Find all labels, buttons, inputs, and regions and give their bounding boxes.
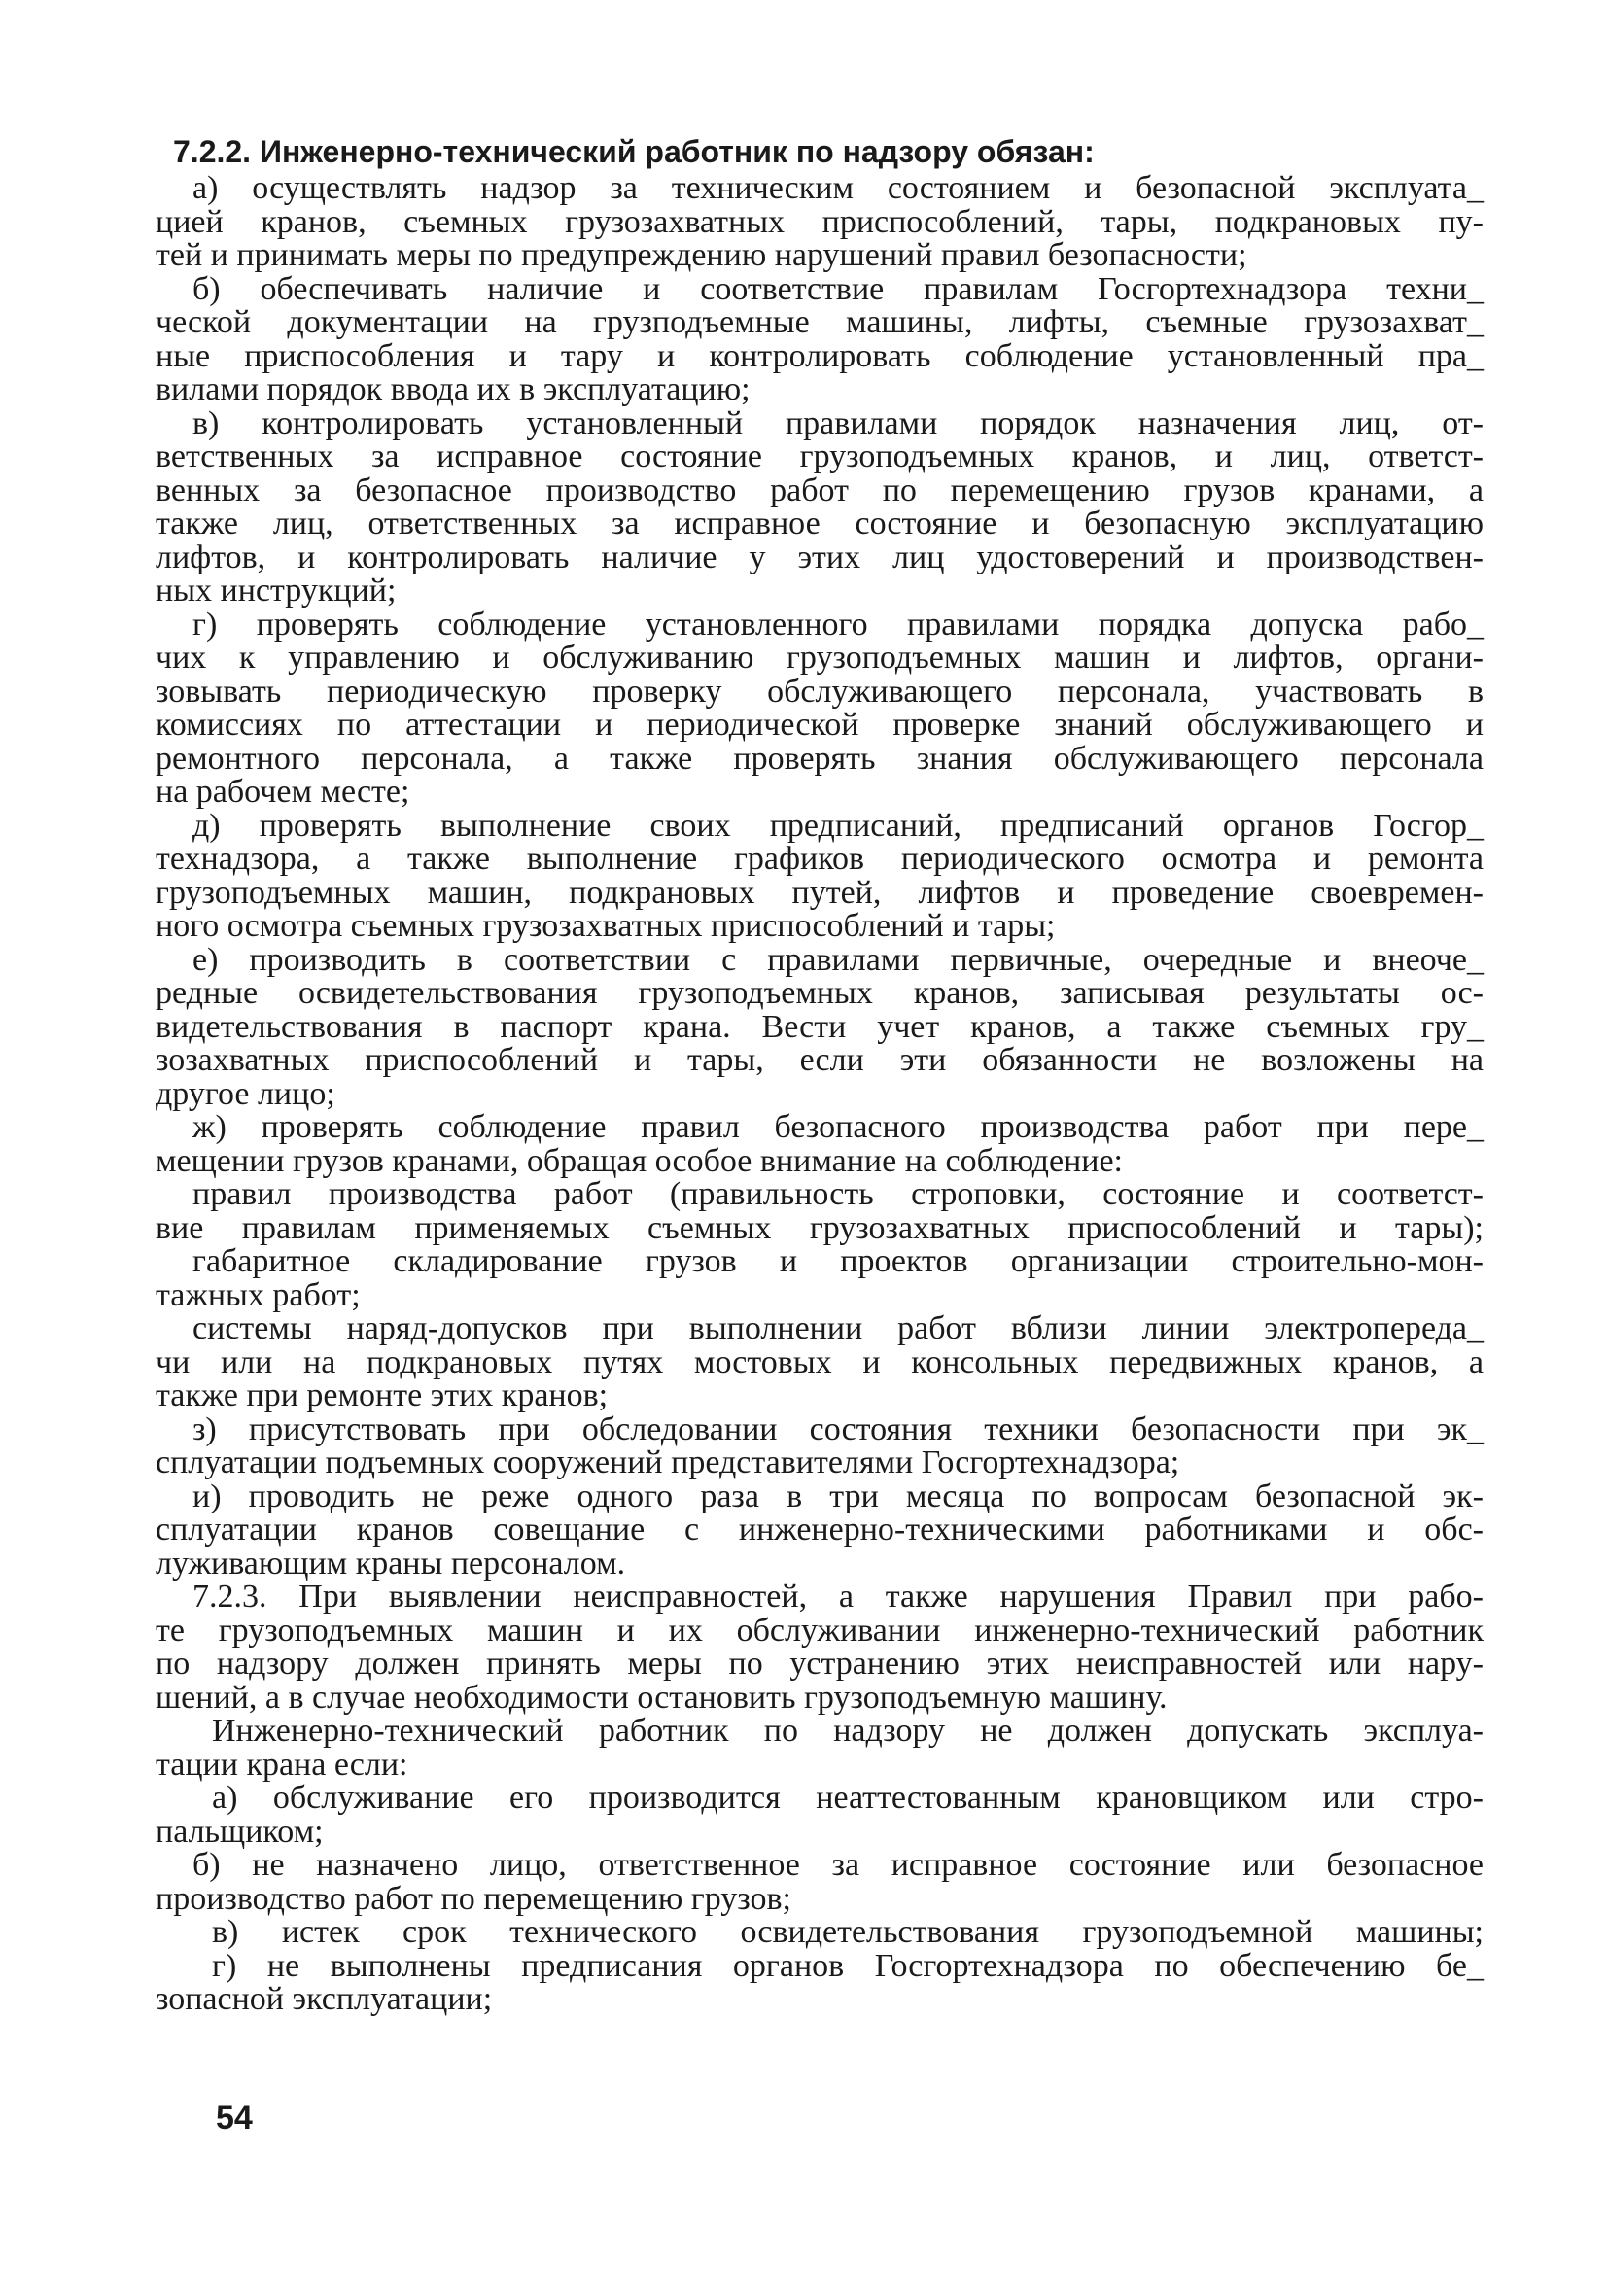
text-line: вие правилам применяемых съемных грузозахватных приспособлений и тары);	[156, 1209, 1484, 1246]
text-line: 7.2.3. При выявлении неисправностей, а также нарушения Правил при рабо-	[192, 1579, 1484, 1615]
text-line: ж) проверять соблюдение правил безопасного производства работ при пере_	[192, 1109, 1484, 1145]
text-line: сплуатации кранов совещание с инженерно-техническими работниками и обс-	[156, 1512, 1484, 1548]
text-line: в) истек срок технического освидетельствования грузоподъемной машины;	[212, 1914, 1484, 1950]
document-page	[156, 134, 1484, 2017]
text-line: технадзора, а также выполнение графиков периодического осмотра и ремонта	[156, 841, 1484, 877]
text-line: ные приспособления и тару и контролировать соблюдение установленный пра_	[156, 337, 1484, 374]
text-line: д) проверять выполнение своих предписаний, предписаний органов Госгор_	[192, 807, 1484, 844]
text-line: венных за безопасное производство работ по перемещению грузов кранами, а	[156, 471, 1484, 508]
text-line: цией кранов, съемных грузозахватных приспособлений, тары, подкрановых пу-	[156, 203, 1484, 240]
text-line: мещении грузов кранами, обращая особое внимание на соблюдение:	[156, 1142, 1123, 1179]
page-number: 54	[216, 2100, 253, 2137]
text-line: зопасной эксплуатации;	[156, 1981, 493, 2017]
text-line: г) не выполнены предписания органов Госгортехнадзора по обеспечению бе_	[212, 1947, 1484, 1984]
text-line: тажных работ;	[156, 1276, 361, 1313]
text-line: а) обслуживание его производится неаттестованным крановщиком или стро-	[212, 1780, 1484, 1816]
section-heading: 7.2.2. Инженерно-технический работник по надзору обязан:	[173, 134, 1095, 169]
text-line: тации крана если:	[156, 1746, 408, 1783]
text-line: вилами порядок ввода их в эксплуатацию;	[156, 371, 751, 407]
text-line: ветственных за исправное состояние грузоподъемных кранов, и лиц, ответст-	[156, 438, 1484, 474]
text-line: на рабочем месте;	[156, 774, 410, 810]
text-line: чих к управлению и обслуживанию грузоподъемных машин и лифтов, органи-	[156, 640, 1484, 676]
text-line: ного осмотра съемных грузозахватных приспособлений и тары;	[156, 908, 1056, 944]
text-line: грузоподъемных машин, подкрановых путей, лифтов и проведение своевремен-	[156, 874, 1484, 911]
text-line: по надзору должен принять меры по устранению этих неисправностей или нару-	[156, 1646, 1484, 1682]
text-line: г) проверять соблюдение установленного правилами порядка допуска рабо_	[192, 606, 1484, 643]
text-line: е) производить в соответствии с правилами первичные, очередные и внеоче_	[192, 941, 1484, 978]
text-line: Инженерно-технический работник по надзору не должен допускать эксплуа-	[212, 1713, 1484, 1749]
text-line: ных инструкций;	[156, 573, 397, 609]
text-line: а) осуществлять надзор за техническим состоянием и безопасной эксплуата_	[192, 170, 1484, 206]
text-line: те грузоподъемных машин и их обслуживании инженерно-технический работник	[156, 1612, 1484, 1649]
text-line: сплуатации подъемных сооружений представителями Госгортехнадзора;	[156, 1444, 1180, 1480]
text-line: ческой документации на грузподъемные машины, лифты, съемные грузозахват_	[156, 304, 1484, 340]
text-line: ремонтного персонала, а также проверять знания обслуживающего персонала	[156, 740, 1484, 777]
text-line: видетельствования в паспорт крана. Вести учет кранов, а также съемных гру_	[156, 1008, 1484, 1045]
text-line: шений, а в случае необходимости остановить грузоподъемную машину.	[156, 1679, 1168, 1716]
text-line: редные освидетельствования грузоподъемных кранов, записывая результаты ос-	[156, 975, 1484, 1011]
text-line: системы наряд-допусков при выполнении работ вблизи линии электропереда_	[192, 1310, 1484, 1346]
text-line: зозахватных приспособлений и тары, если эти обязанности не возложены на	[156, 1042, 1484, 1078]
text-line: лифтов, и контролировать наличие у этих лиц удостоверений и производствен-	[156, 539, 1484, 575]
text-line: также при ремонте этих кранов;	[156, 1377, 609, 1413]
text-line: и) проводить не реже одного раза в три месяца по вопросам безопасной эк-	[192, 1478, 1484, 1514]
text-line: з) присутствовать при обследовании состояния техники безопасности при эк_	[192, 1410, 1484, 1447]
text-line: в) контролировать установленный правилами порядок назначения лиц, от-	[192, 404, 1484, 441]
text-line: габаритное складирование грузов и проектов организации строительно-мон-	[192, 1243, 1484, 1279]
text-line: б) обеспечивать наличие и соответствие правилам Госгортехнадзора техни_	[192, 270, 1484, 307]
text-line: зовывать периодическую проверку обслуживающего персонала, участвовать в	[156, 673, 1484, 710]
text-line: комиссиях по аттестации и периодической проверке знаний обслуживающего и	[156, 707, 1484, 743]
text-line: б) не назначено лицо, ответственное за исправное состояние или безопасное	[192, 1847, 1484, 1883]
text-line: тей и принимать меры по предупреждению нарушений правил безопасности;	[156, 237, 1247, 273]
text-line: производство работ по перемещению грузов;	[156, 1880, 792, 1917]
text-line: пальщиком;	[156, 1813, 324, 1850]
text-line: чи или на подкрановых путях мостовых и консольных передвижных кранов, а	[156, 1343, 1484, 1380]
text-line: луживающим краны персоналом.	[156, 1545, 626, 1582]
body-text	[156, 172, 1484, 2017]
text-line: также лиц, ответственных за исправное состояние и безопасную эксплуатацию	[156, 505, 1484, 541]
text-line: другое лицо;	[156, 1075, 335, 1112]
text-line: правил производства работ (правильность строповки, состояние и соответст-	[192, 1176, 1484, 1212]
